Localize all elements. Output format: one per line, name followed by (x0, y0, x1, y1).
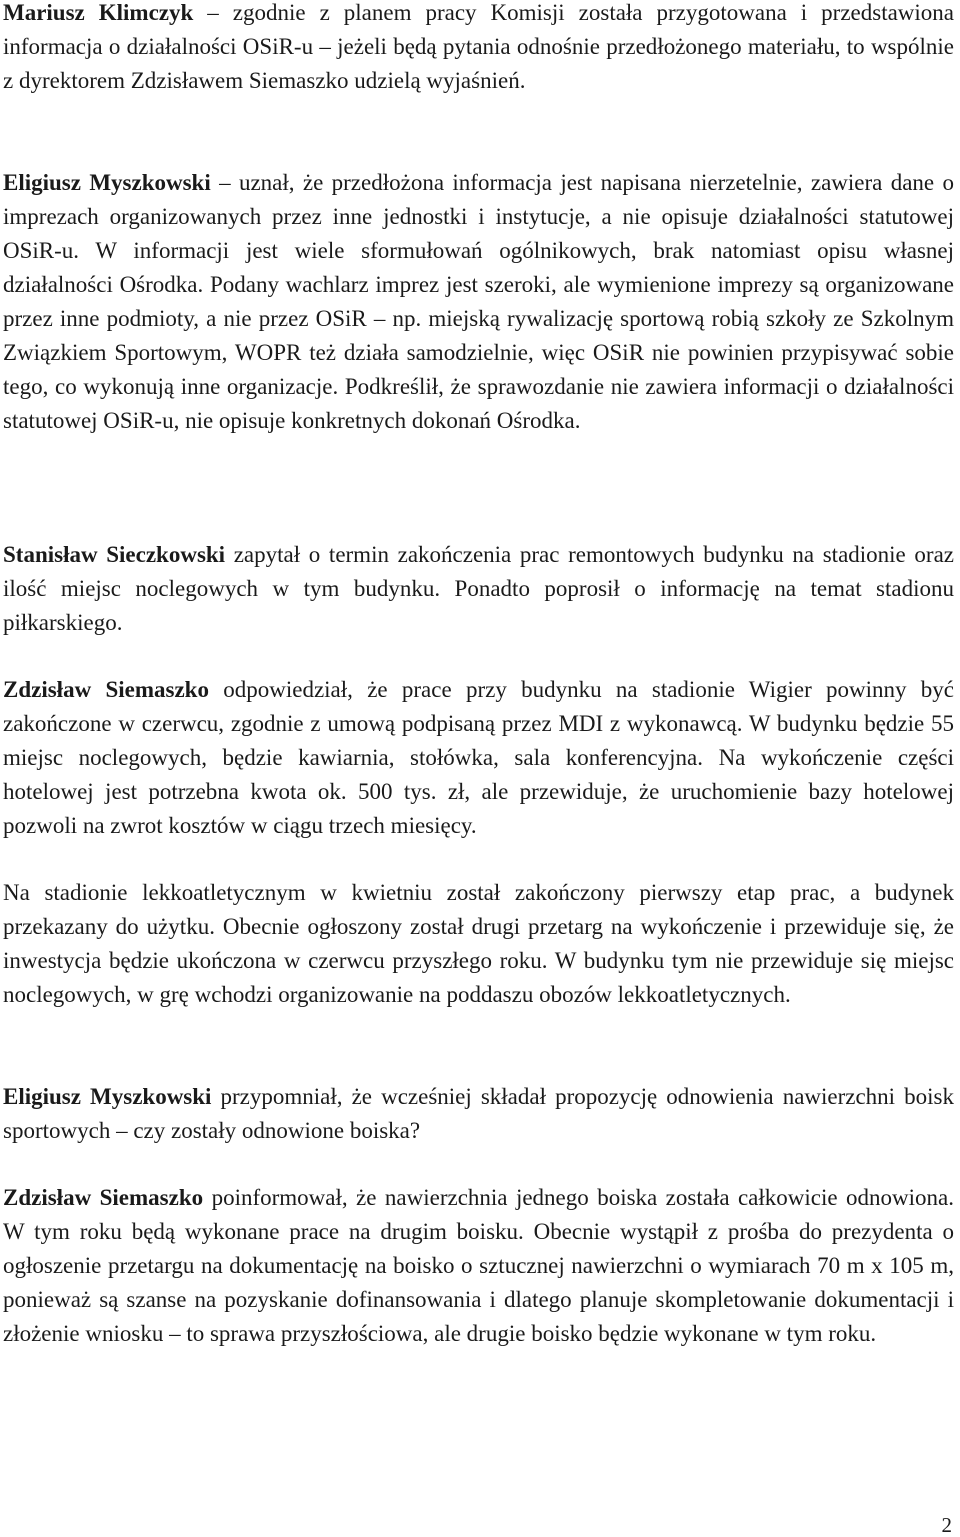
page-number: 2 (941, 1513, 952, 1537)
paragraph-sieczkowski (3, 538, 954, 640)
speaker-name: Mariusz Klimczyk (3, 0, 194, 25)
paragraph-text: zapytał o termin zakończenia prac remontowych budynku na stadionie oraz ilość miejsc noclegowych w tym budynku. Ponadto poprosił o informację na temat stadionu piłkarskiego. (3, 542, 954, 635)
speaker-name: Eligiusz Myszkowski (3, 1084, 212, 1109)
paragraph-text: poinformował, że nawierzchnia jednego boiska została całkowicie odnowiona. W tym roku będą wykonane prace na drugim boisku. Obecnie wystąpił z prośba do prezydenta o ogłoszenie przetargu na dokumentację na boisko o sztucznej nawierzchni o wymiarach 70 m x 105 m, ponieważ są szanse na pozyskanie dofinansowania i dlatego planuje skompletowanie dokumentacji i złożenie wniosku – to sprawa przyszłościowa, ale drugie boisko będzie wykonane w tym roku. (3, 1185, 954, 1346)
paragraph-klimczyk (3, 0, 954, 98)
paragraph-text: – uznał, że przedłożona informacja jest napisana nierzetelnie, zawiera dane o imprezach organizowanych przez inne jednostki i instytucje, a nie opisuje działalności statutowej OSiR-u. W informacji jest wiele sformułowań ogólnikowych, brak natomiast opisu własnej działalności Ośrodka. Podany wachlarz imprez jest szeroki, ale wymienione imprezy są organizowane przez inne podmioty, a nie przez OSiR – np. miejską rywalizację sportową robią szkoły ze Szkolnym Związkiem Sportowym, WOPR też działa samodzielnie, więc OSiR nie powinien przypisywać sobie tego, co wykonują inne organizacje. Podkreślił, że sprawozdanie nie zawiera informacji o działalności statutowej OSiR-u, nie opisuje konkretnych dokonań Ośrodka. (3, 170, 954, 433)
paragraph-stadium (3, 876, 954, 1012)
paragraph-text: przypomniał, że wcześniej składał propozycję odnowienia nawierzchni boisk sportowych – czy zostały odnowione boiska? (3, 1084, 954, 1143)
speaker-name: Eligiusz Myszkowski (3, 170, 211, 195)
speaker-name: Zdzisław Siemaszko (3, 1185, 204, 1210)
paragraph-myszkowski-2 (3, 1080, 954, 1148)
paragraph-text: odpowiedział, że prace przy budynku na stadionie Wigier powinny być zakończone w czerwcu, zgodnie z umową podpisaną przez MDI z wykonawcą. W budynku będzie 55 miejsc noclegowych, będzie kawiarnia, stołówka, sala konferencyjna. Na wykończenie części hotelowej jest potrzebna kwota ok. 500 tys. zł, ale przewiduje, że uruchomienie bazy hotelowej pozwoli na zwrot kosztów w ciągu trzech miesięcy. (3, 677, 954, 838)
paragraph-text: – zgodnie z planem pracy Komisji została przygotowana i przedstawiona informacja o działalności OSiR-u – jeżeli będą pytania odnośnie przedłożonego materiału, to wspólnie z dyrektorem Zdzisławem Siemaszko udzielą wyjaśnień. (3, 0, 955, 93)
speaker-name: Stanisław Sieczkowski (3, 542, 226, 567)
speaker-name: Zdzisław Siemaszko (3, 677, 209, 702)
paragraph-siemaszko-2 (3, 1181, 954, 1351)
paragraph-text: Na stadionie lekkoatletycznym w kwietniu został zakończony pierwszy etap prac, a budynek przekazany do użytku. Obecnie ogłoszony został drugi przetarg na wykończenie i przewiduje się, że inwestycja będzie ukończona w czerwcu przyszłego roku. W budynku tym nie przewiduje się miejsc noclegowych, w grę wchodzi organizowanie na poddaszu obozów lekkoatletycznych. (3, 880, 954, 1007)
paragraph-myszkowski-1 (3, 166, 954, 438)
paragraph-siemaszko-1 (3, 673, 954, 843)
